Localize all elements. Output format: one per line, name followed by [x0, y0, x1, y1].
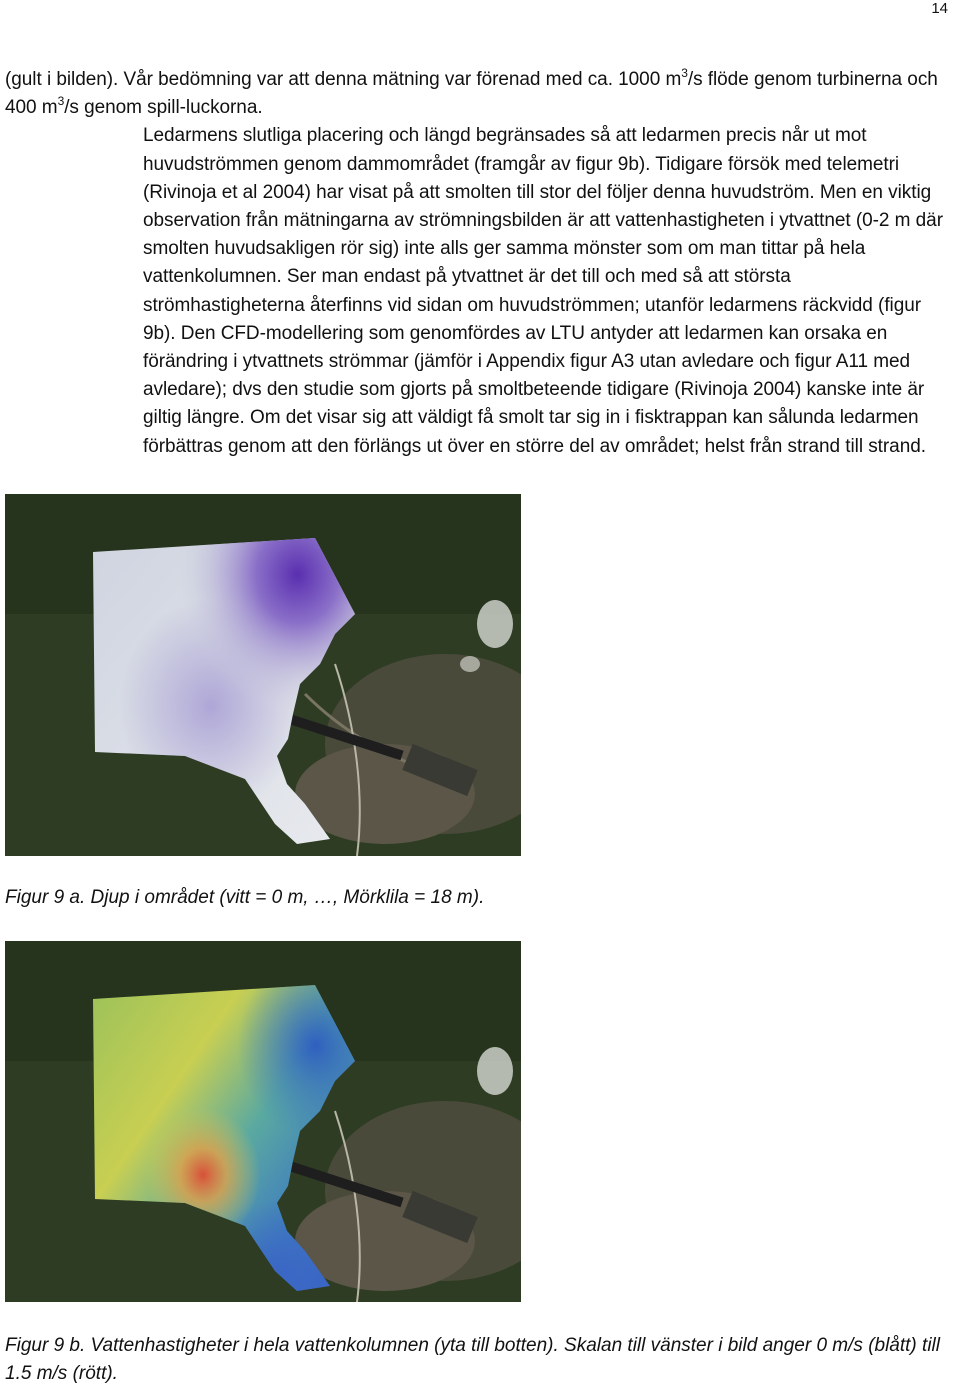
velocity-map-image: [5, 941, 521, 1302]
figure-9b-caption: Figur 9 b. Vattenhastigheter i hela vattenkolumnen (yta till botten). Skalan till vänster i bild anger 0 m/s (blått) till 1.5 m/s (rött).: [5, 1335, 940, 1384]
superscript-3: 3: [681, 65, 688, 80]
body-text: [5, 66, 957, 461]
paragraph-1-text-b: /s flöde genom turbinerna och 400 m: [5, 69, 938, 119]
paragraph-1-text-a: (gult i bilden). Vår bedömning var att denna mätning var förenad med ca. 1000 m: [5, 69, 682, 90]
depth-map-image: [5, 494, 521, 856]
superscript-3: 3: [57, 93, 65, 108]
paragraph-1-text-c: /s genom spill-luckorna.: [64, 97, 263, 119]
paragraph-1: [5, 66, 957, 122]
figure-9a-depth-map: [5, 494, 521, 856]
page-number: 14: [931, 0, 948, 17]
figure-9a-caption: Figur 9 a. Djup i området (vitt = 0 m, …, Mörklila = 18 m).: [5, 887, 485, 908]
paragraph-2: Ledarmens slutliga placering och längd begränsades så att ledarmen precis når ut mot huvudströmmen genom dammområdet (framgår av figur 9b). Tidigare försök med telemetri (Rivinoja et al 2004) har visat på att smolten till stor del följer denna huvudström. Men en viktig observation från mätningarna av strömningsbilden är att vattenhastigheten i ytvattnet (0-2 m där smolten huvudsakligen rör sig) inte alls ger samma mönster som om man tittar på hela vattenkolumnen. Ser man endast på ytvattnet är det till och med så att största strömhastigheterna återfinns vid sidan om huvudströmmen; utanför ledarmens räckvidd (figur 9b). Den CFD-modellering som genomfördes av LTU antyder att ledarmen kan orsaka en förändring i ytvattnets strömmar (jämför i Appendix figur A3 utan avledare och figur A11 med avledare); dvs den studie som gjorts på smoltbeteende tidigare (Rivinoja 2004) kanske inte är giltig längre. Om det visar sig att väldigt få smolt tar sig in i fisktrappan kan sålunda ledarmen förbättras genom att den förlängs ut över en större del av området; helst från strand till strand.: [143, 125, 943, 457]
figure-9b-velocity-map: [5, 941, 521, 1302]
